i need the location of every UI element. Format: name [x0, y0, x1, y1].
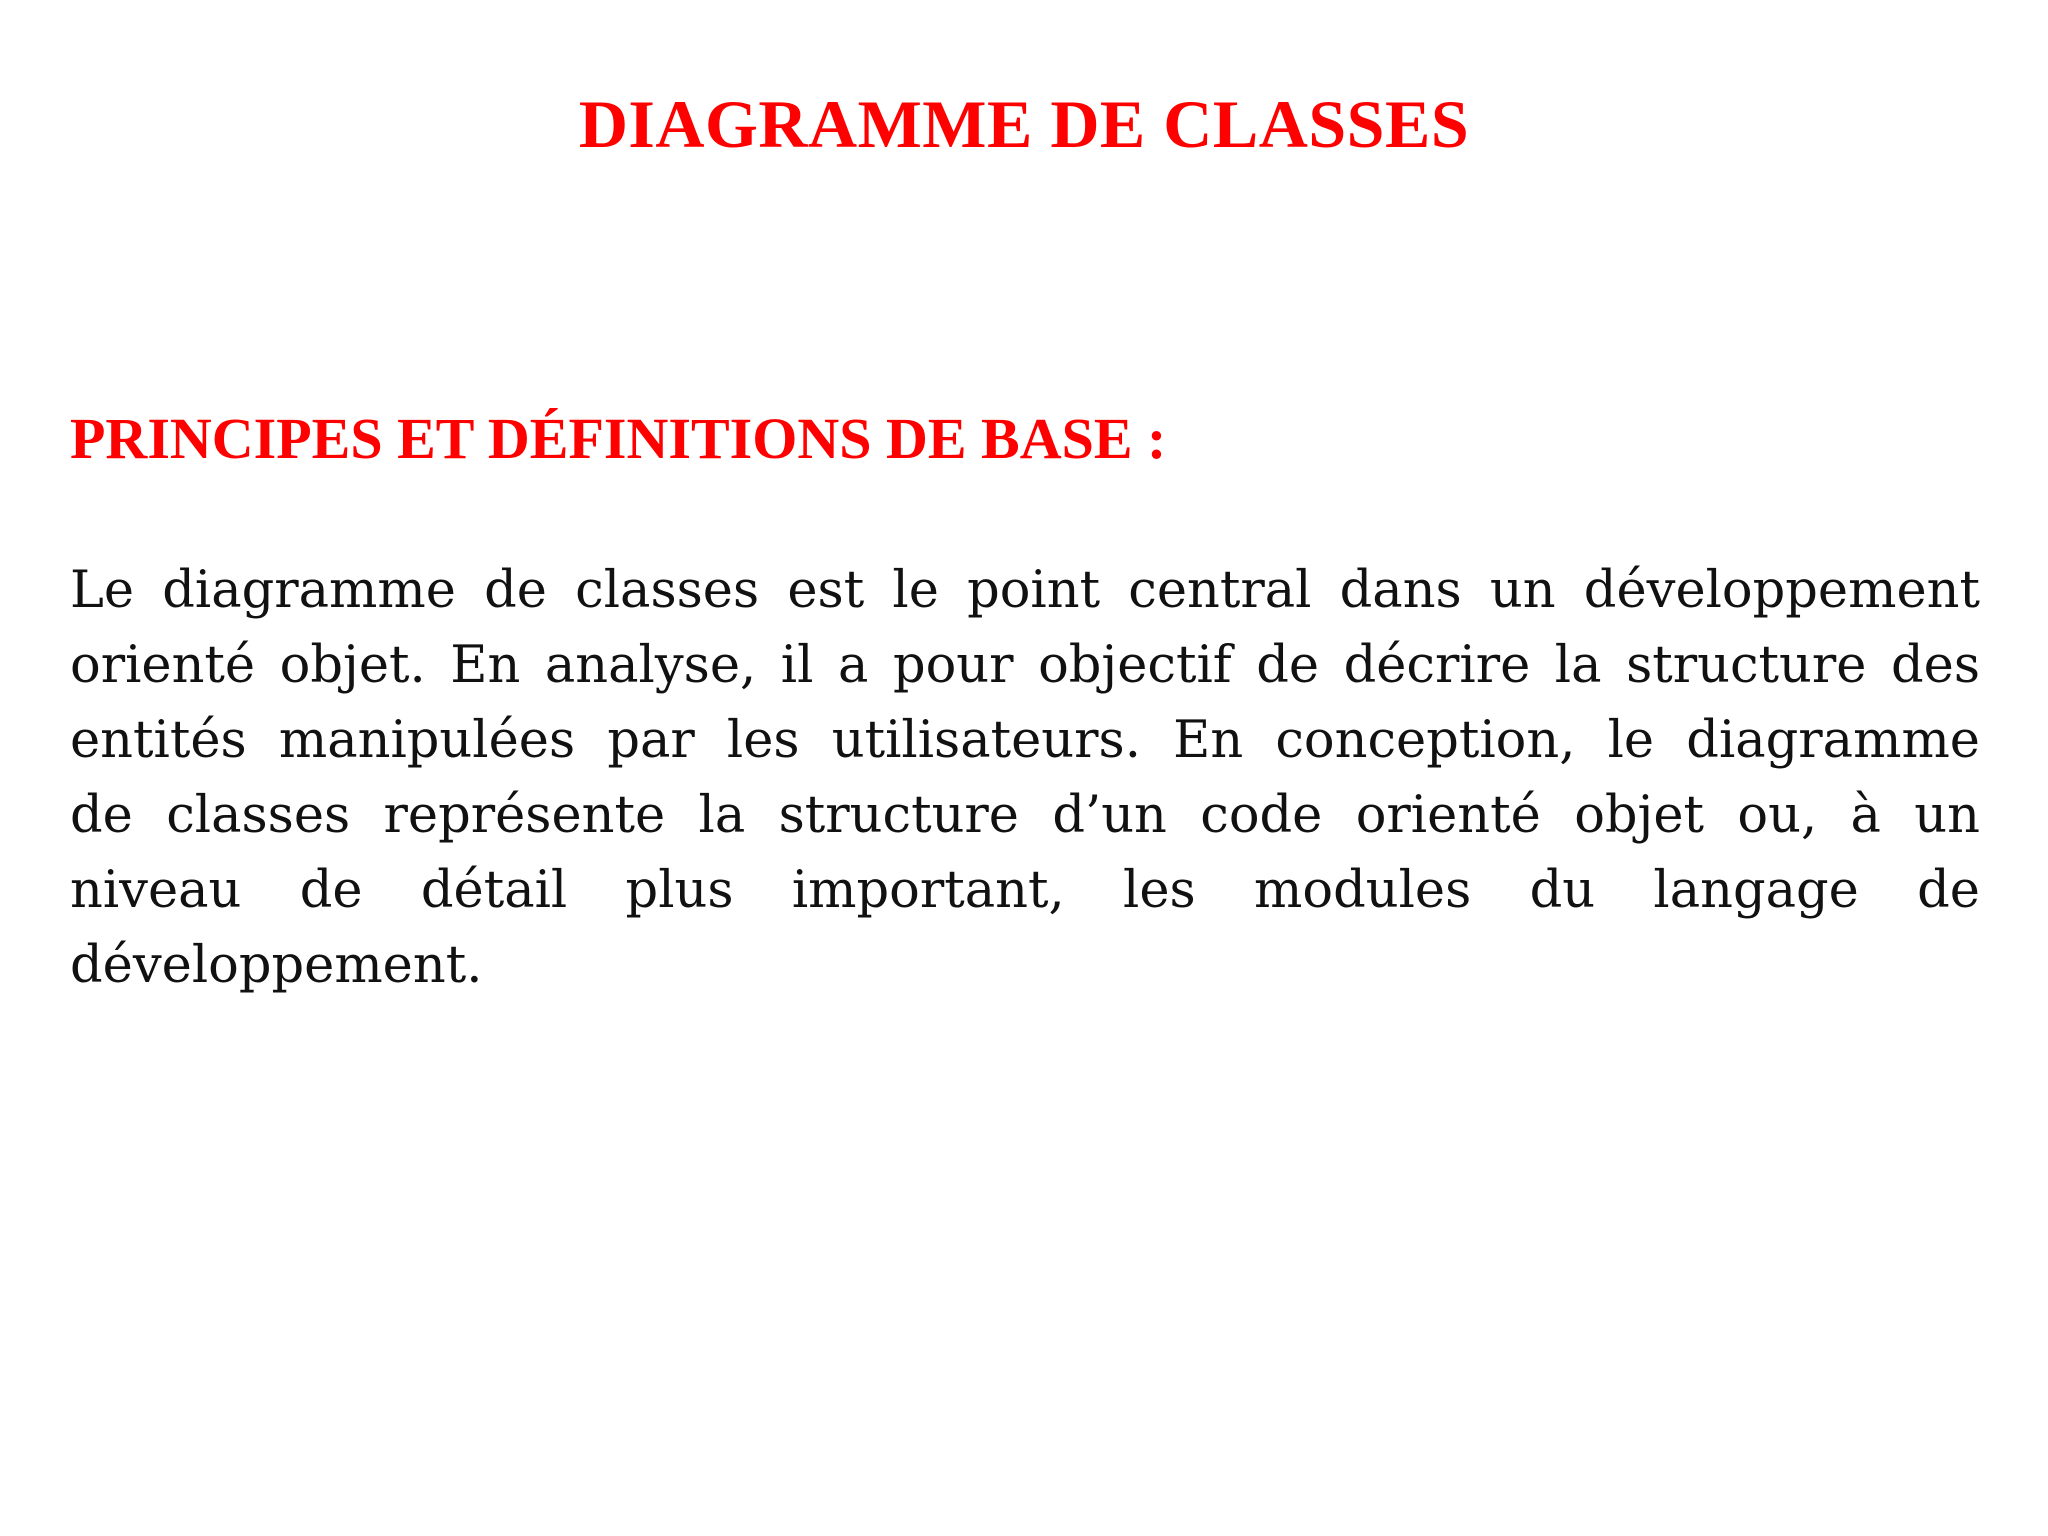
paragraph-line: de classes représente la structure d’un code orienté objet ou, à un: [70, 786, 1980, 845]
paragraph-line: Le diagramme de classes est le point central dans un développement: [70, 561, 1980, 620]
slide-title: DIAGRAMME DE CLASSES: [578, 86, 1470, 162]
paragraph-line: entités manipulées par les utilisateurs. En conception, le diagramme: [70, 711, 1980, 770]
paragraph-line: orienté objet. En analyse, il a pour objectif de décrire la structure des: [70, 636, 1980, 695]
paragraph-line: développement.: [70, 936, 483, 995]
section-heading: PRINCIPES ET DÉFINITIONS DE BASE :: [70, 406, 1167, 471]
body-paragraph: [70, 553, 1980, 1003]
paragraph-line: niveau de détail plus important, les modules du langage de: [70, 861, 1980, 920]
